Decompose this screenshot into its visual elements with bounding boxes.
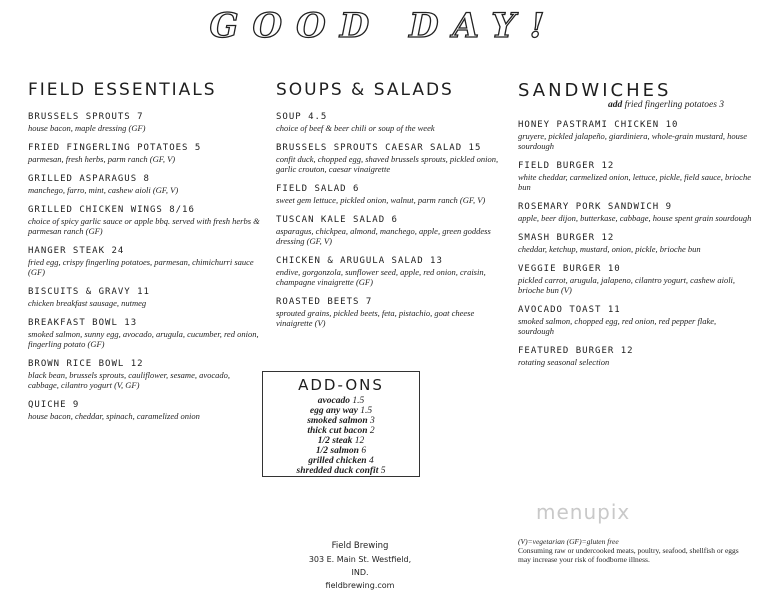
menu-item-name: ROSEMARY PORK SANDWICH 9 [518,202,673,212]
menu-item [28,400,260,421]
menu-item [518,346,754,367]
menu-item-name: GRILLED ASPARAGUS 8 [28,174,150,184]
sandwiches-subnote [578,100,754,110]
menu-item-desc: sweet gem lettuce, pickled onion, walnut, parm ranch (GF, V) [276,195,486,205]
menu-item [28,143,260,164]
brewery-website[interactable]: fieldbrewing.com [325,581,395,590]
addon-price: 5 [380,466,386,476]
menu-item [28,287,260,308]
addons-heading: ADD-ONS [298,376,384,394]
menu-item [276,215,508,246]
addon-price: 1.5 [360,406,373,416]
brewery-info [300,540,420,592]
addon-price: 2 [369,426,375,436]
menu-item [518,161,754,192]
addon-price: 1.5 [352,396,365,406]
addon-item [263,406,419,416]
menu-item-desc: asparagus, chickpea, almond, manchego, apple, green goddess dressing (GF, V) [276,226,491,246]
menu-item-desc: sprouted grains, pickled beets, feta, pistachio, goat cheese vinaigrette (V) [276,308,475,328]
menu-item [276,297,508,328]
menu-item [518,202,754,223]
addon-name: egg any way [309,406,358,416]
menu-item [518,120,754,151]
addon-item [263,466,419,476]
menu-item-name: SMASH BURGER 12 [518,233,615,243]
menu-item-desc: parmesan, fresh herbs, parm ranch (GF, V) [28,154,176,164]
menu-item-desc: cheddar, ketchup, mustard, onion, pickle, brioche bun [518,244,701,254]
menu-item [28,318,260,349]
menupix-watermark: menupix [536,500,631,524]
field-essentials-section [28,80,260,431]
menu-item [518,264,754,295]
menu-item-desc: house bacon, cheddar, spinach, caramelized onion [28,411,200,421]
addon-name: grilled chicken [308,456,367,466]
brewery-name: Field Brewing [331,541,389,551]
soups-salads-heading: SOUPS & SALADS [276,80,454,100]
menu-item-name: TUSCAN KALE SALAD 6 [276,215,398,225]
menu-item-desc: choice of spicy garlic sauce or apple bbq. served with fresh herbs & parmesan ranch (GF) [28,216,260,236]
menu-item [28,174,260,195]
menu-item [28,246,260,277]
menu-item-desc: confit duck, chopped egg, shaved brussels sprouts, pickled onion, garlic crouton, caesar vinaigrette [276,154,499,174]
menu-item-name: ROASTED BEETS 7 [276,297,373,307]
menu-item-name: BISCUITS & GRAVY 11 [28,287,150,297]
menu-item-desc: house bacon, maple dressing (GF) [28,123,146,133]
food-safety-disclaimer: Consuming raw or undercooked meats, poultry, seafood, shellfish or eggs may increase your risk of foodborne illness. [518,546,739,564]
menu-item [28,359,260,390]
addon-name: thick cut bacon [307,426,368,436]
menu-item-desc: smoked salmon, sunny egg, avocado, arugula, cucumber, red onion, fingerling potato (GF) [28,329,259,349]
addon-item [263,456,419,466]
menu-item-name: HONEY PASTRAMI CHICKEN 10 [518,120,679,130]
menu-item-desc: apple, beer dijon, butterkase, cabbage, house spent grain sourdough [518,213,752,223]
menu-item-desc: choice of beef & beer chili or soup of the week [276,123,435,133]
menu-item-desc: endive, gorgonzola, sunflower seed, apple, red onion, craisin, champagne vinaigrette (GF) [276,267,486,287]
menu-item-desc: fried egg, crispy fingerling potatoes, parmesan, chimichurri sauce (GF) [28,257,254,277]
sandwiches-heading: SANDWICHES [518,80,672,101]
addon-name: smoked salmon [307,416,368,426]
menu-item [28,112,260,133]
addon-price: 3 [370,416,375,426]
addon-price: 6 [361,446,367,456]
addon-item [263,436,419,446]
addon-name: 1/2 salmon [315,446,359,456]
addon-name: avocado [317,396,350,406]
menu-item-name: BRUSSELS SPROUTS 7 [28,112,144,122]
menu-item-name: FIELD BURGER 12 [518,161,615,171]
menu-item [518,305,754,336]
brewery-address: 303 E. Main St. Westfield, IND. [308,555,412,577]
sandwiches-section [518,80,754,377]
addon-item [263,446,419,456]
menu-item-name: FRIED FINGERLING POTATOES 5 [28,143,202,153]
menu-item-name: FIELD SALAD 6 [276,184,360,194]
menu-item-name: BRUSSELS SPROUTS CAESAR SALAD 15 [276,143,482,153]
menu-item-name: FEATURED BURGER 12 [518,346,634,356]
menu-item-desc: chicken breakfast sausage, nutmeg [28,298,147,308]
legal-notes [518,537,750,564]
menu-item-name: BREAKFAST BOWL 13 [28,318,138,328]
menu-item [518,233,754,254]
soups-salads-section [276,80,508,338]
menu-item [276,184,508,205]
addon-name: shredded duck confit [296,466,379,476]
menu-item-desc: smoked salmon, chopped egg, red onion, red pepper flake, sourdough [518,316,717,336]
menu-item-name: BROWN RICE BOWL 12 [28,359,144,369]
subnote-text: fried fingerling potatoes 3 [624,100,725,110]
menu-item-desc: black bean, brussels sprouts, cauliflower, sesame, avocado, cabbage, cilantro yogurt (V, GF) [28,370,231,390]
menu-item-name: GRILLED CHICKEN WINGS 8/16 [28,205,195,215]
addon-price: 12 [354,436,365,446]
menu-item-name: HANGER STEAK 24 [28,246,125,256]
menu-item-desc: rotating seasonal selection [518,357,610,367]
addon-name: 1/2 steak [317,436,353,446]
addons-box [262,371,420,477]
subnote-add: add [607,100,623,110]
menu-item-name: SOUP 4.5 [276,112,328,122]
menu-item [276,112,508,133]
addon-item [263,416,419,426]
menu-item-name: QUICHE 9 [28,400,80,410]
menu-item-desc: manchego, farro, mint, cashew aioli (GF, V) [28,185,179,195]
menu-item-desc: gruyere, pickled jalapeño, giardiniera, whole-grain mustard, house sourdough [518,131,747,151]
menu-item-name: CHICKEN & ARUGULA SALAD 13 [276,256,443,266]
diet-legend: (V)=vegetarian (GF)=gluten free [518,537,619,546]
menu-item [276,143,508,174]
addon-item [263,426,419,436]
menu-item-name: VEGGIE BURGER 10 [518,264,621,274]
page-title: GOOD DAY! [209,6,559,46]
field-essentials-heading: FIELD ESSENTIALS [28,80,217,100]
menu-item [28,205,260,236]
menu-item [276,256,508,287]
addon-price: 4 [368,456,374,466]
addon-item [263,396,419,406]
menu-item-desc: pickled carrot, arugula, jalapeno, cilantro yogurt, cashew aioli, brioche bun (V) [518,275,736,295]
menu-item-name: AVOCADO TOAST 11 [518,305,621,315]
menu-item-desc: white cheddar, carmelized onion, lettuce, pickle, field sauce, brioche bun [518,172,751,192]
